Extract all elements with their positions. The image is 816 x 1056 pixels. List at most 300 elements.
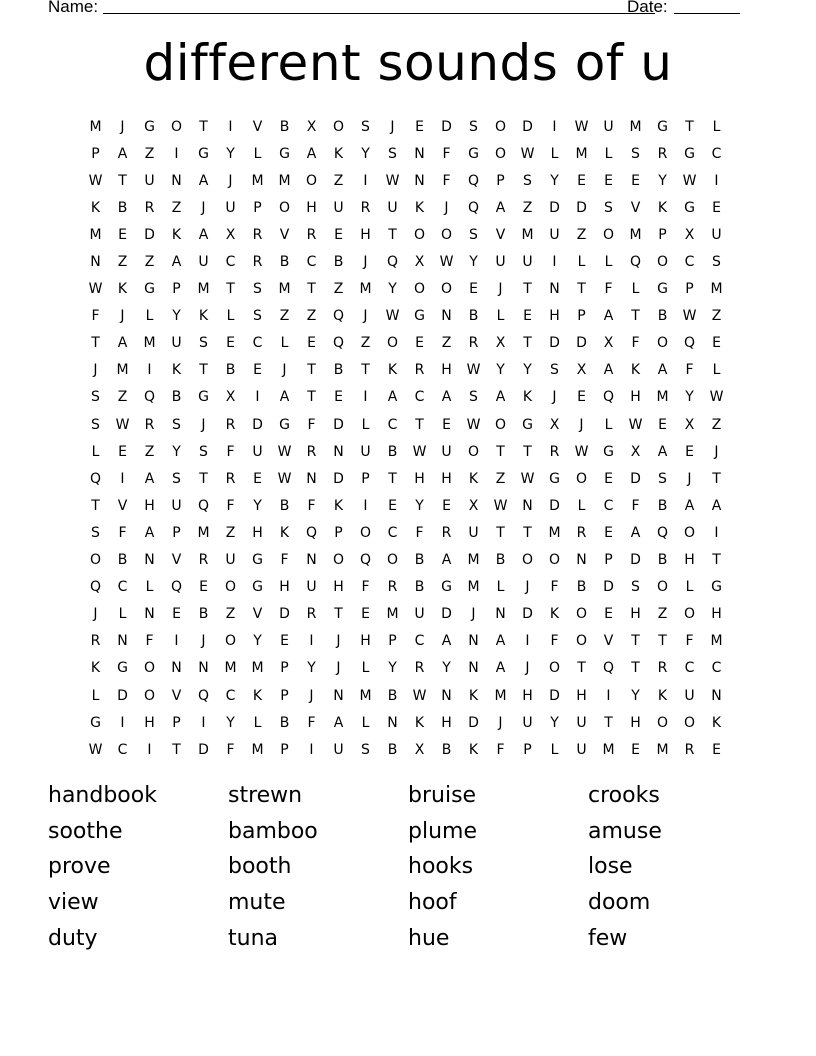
grid-letter: I xyxy=(120,714,125,731)
grid-letter: W xyxy=(709,389,724,406)
grid-letter: M xyxy=(710,633,723,650)
grid-letter: A xyxy=(198,226,209,243)
grid-letter: G xyxy=(252,579,263,596)
grid-letter: M xyxy=(467,579,480,596)
grid-letter: P xyxy=(172,524,181,541)
grid-letter: B xyxy=(279,118,290,135)
grid-letter: W xyxy=(466,362,481,379)
grid-letter: C xyxy=(252,335,263,352)
grid-letter: J xyxy=(363,254,368,271)
grid-letter: T xyxy=(334,606,343,623)
grid-letter: G xyxy=(117,660,128,677)
grid-letter: R xyxy=(414,660,425,677)
grid-letter: P xyxy=(496,172,505,189)
grid-letter: M xyxy=(89,226,102,243)
grid-letter: W xyxy=(439,254,454,271)
grid-letter: I xyxy=(363,172,368,189)
grid-letter: S xyxy=(253,281,262,298)
grid-letter: A xyxy=(279,389,290,406)
word-list-item: few xyxy=(588,925,628,951)
grid-letter: G xyxy=(252,552,263,569)
grid-letter: J xyxy=(552,389,557,406)
grid-letter: R xyxy=(360,199,371,216)
grid-letter: S xyxy=(91,416,100,433)
grid-letter: W xyxy=(466,416,481,433)
grid-letter: L xyxy=(577,497,586,514)
grid-letter: E xyxy=(577,389,586,406)
grid-letter: X xyxy=(603,335,614,352)
grid-letter: D xyxy=(549,687,560,704)
grid-letter: O xyxy=(224,579,237,596)
grid-letter: G xyxy=(279,416,290,433)
grid-letter: B xyxy=(387,443,398,460)
grid-letter: D xyxy=(252,416,263,433)
grid-letter: J xyxy=(93,606,98,623)
grid-letter: C xyxy=(711,660,722,677)
grid-letter: Q xyxy=(332,335,345,352)
grid-letter: L xyxy=(712,118,721,135)
grid-letter: Y xyxy=(172,443,181,460)
grid-letter: A xyxy=(198,172,209,189)
grid-letter: M xyxy=(278,281,291,298)
grid-letter: U xyxy=(171,497,182,514)
grid-letter: X xyxy=(306,118,317,135)
grid-letter: P xyxy=(280,660,289,677)
grid-letter: K xyxy=(171,362,182,379)
grid-letter: O xyxy=(683,524,696,541)
grid-letter: F xyxy=(280,552,289,569)
grid-letter: Q xyxy=(467,172,480,189)
grid-letter: J xyxy=(336,660,341,677)
grid-letter: E xyxy=(280,633,289,650)
grid-letter: A xyxy=(495,199,506,216)
grid-letter: L xyxy=(145,308,154,325)
grid-letter: I xyxy=(714,524,719,541)
grid-letter: W xyxy=(520,470,535,487)
grid-letter: N xyxy=(468,633,479,650)
grid-letter: N xyxy=(441,687,452,704)
grid-letter: P xyxy=(280,687,289,704)
grid-letter: U xyxy=(684,687,695,704)
grid-letter: F xyxy=(442,145,451,162)
grid-letter: D xyxy=(576,199,587,216)
grid-letter: H xyxy=(711,606,722,623)
grid-letter: W xyxy=(277,470,292,487)
grid-letter: G xyxy=(711,579,722,596)
grid-letter: M xyxy=(602,741,615,758)
grid-letter: G xyxy=(522,416,533,433)
grid-letter: F xyxy=(442,172,451,189)
grid-letter: E xyxy=(442,497,451,514)
grid-letter: U xyxy=(441,443,452,460)
grid-letter: F xyxy=(145,633,154,650)
grid-letter: E xyxy=(253,470,262,487)
grid-letter: T xyxy=(415,416,424,433)
grid-letter: L xyxy=(712,362,721,379)
grid-letter: C xyxy=(117,741,128,758)
grid-letter: I xyxy=(201,714,206,731)
grid-letter: T xyxy=(199,470,208,487)
grid-letter: N xyxy=(333,443,344,460)
grid-letter: T xyxy=(577,660,586,677)
grid-letter: W xyxy=(385,308,400,325)
grid-letter: U xyxy=(468,524,479,541)
grid-letter: U xyxy=(495,254,506,271)
grid-letter: G xyxy=(198,389,209,406)
grid-letter: S xyxy=(361,118,370,135)
grid-letter: V xyxy=(171,552,182,569)
grid-letter: A xyxy=(171,254,182,271)
grid-letter: H xyxy=(522,687,533,704)
grid-letter: C xyxy=(225,254,236,271)
grid-letter: E xyxy=(172,606,181,623)
grid-letter: J xyxy=(282,362,287,379)
grid-letter: W xyxy=(88,741,103,758)
word-list-item: bamboo xyxy=(228,818,318,844)
grid-letter: O xyxy=(440,226,453,243)
grid-letter: A xyxy=(657,443,668,460)
grid-letter: Y xyxy=(253,497,262,514)
grid-letter: S xyxy=(172,416,181,433)
grid-letter: J xyxy=(363,308,368,325)
grid-letter: B xyxy=(468,308,479,325)
grid-letter: V xyxy=(279,226,290,243)
grid-letter: O xyxy=(332,552,345,569)
grid-letter: W xyxy=(682,308,697,325)
grid-letter: D xyxy=(630,470,641,487)
grid-letter: N xyxy=(144,606,155,623)
word-list-item: crooks xyxy=(588,783,660,808)
grid-letter: L xyxy=(550,145,559,162)
grid-letter: R xyxy=(90,633,101,650)
grid-letter: Z xyxy=(333,172,344,189)
grid-letter: A xyxy=(441,633,452,650)
grid-letter: A xyxy=(603,362,614,379)
grid-letter: O xyxy=(143,660,156,677)
grid-letter: R xyxy=(144,199,155,216)
grid-letter: F xyxy=(604,281,613,298)
grid-letter: C xyxy=(387,524,398,541)
grid-letter: W xyxy=(520,145,535,162)
word-list-item: hue xyxy=(408,925,450,951)
grid-letter: H xyxy=(414,470,425,487)
grid-letter: L xyxy=(361,660,370,677)
grid-letter: W xyxy=(88,172,103,189)
grid-letter: E xyxy=(442,416,451,433)
grid-letter: N xyxy=(441,308,452,325)
grid-letter: R xyxy=(684,741,695,758)
grid-letter: I xyxy=(714,172,719,189)
grid-letter: Q xyxy=(89,579,102,596)
grid-letter: J xyxy=(336,633,341,650)
grid-letter: G xyxy=(198,145,209,162)
grid-letter: K xyxy=(414,199,425,216)
grid-letter: Z xyxy=(711,308,722,325)
grid-letter: F xyxy=(685,633,694,650)
grid-letter: P xyxy=(685,281,694,298)
grid-letter: Y xyxy=(550,714,559,731)
grid-letter: O xyxy=(467,443,480,460)
grid-letter: O xyxy=(548,660,561,677)
grid-letter: G xyxy=(441,579,452,596)
grid-letter: O xyxy=(224,633,237,650)
grid-letter: E xyxy=(712,335,721,352)
grid-letter: P xyxy=(388,633,397,650)
grid-letter: F xyxy=(685,362,694,379)
grid-letter: L xyxy=(253,714,262,731)
grid-letter: K xyxy=(549,606,560,623)
grid-letter: O xyxy=(656,579,669,596)
grid-letter: G xyxy=(603,443,614,460)
grid-letter: K xyxy=(387,362,398,379)
grid-letter: U xyxy=(522,254,533,271)
grid-letter: W xyxy=(628,416,643,433)
grid-letter: E xyxy=(604,606,613,623)
grid-letter: I xyxy=(147,362,152,379)
word-list-item: amuse xyxy=(588,818,662,844)
page-title: different sounds of u xyxy=(143,34,673,92)
grid-letter: T xyxy=(388,470,397,487)
grid-letter: V xyxy=(495,226,506,243)
grid-letter: S xyxy=(631,579,640,596)
grid-letter: Z xyxy=(495,470,506,487)
grid-letter: L xyxy=(91,687,100,704)
grid-letter: S xyxy=(469,226,478,243)
grid-letter: D xyxy=(603,579,614,596)
grid-letter: T xyxy=(523,281,532,298)
grid-letter: T xyxy=(91,335,100,352)
grid-letter: O xyxy=(683,714,696,731)
grid-letter: B xyxy=(414,579,425,596)
grid-letter: J xyxy=(579,416,584,433)
grid-letter: N xyxy=(117,633,128,650)
grid-letter: E xyxy=(118,226,127,243)
grid-letter: T xyxy=(91,497,100,514)
grid-letter: G xyxy=(144,281,155,298)
grid-letter: U xyxy=(711,226,722,243)
word-list-item: plume xyxy=(408,818,477,844)
grid-letter: X xyxy=(549,416,560,433)
grid-letter: M xyxy=(521,226,534,243)
grid-letter: H xyxy=(441,714,452,731)
grid-letter: Y xyxy=(388,660,397,677)
name-label: Name: xyxy=(48,0,99,16)
grid-letter: E xyxy=(199,579,208,596)
grid-letter: N xyxy=(711,687,722,704)
grid-letter: O xyxy=(89,552,102,569)
word-list-item: tuna xyxy=(228,925,278,951)
grid-letter: U xyxy=(414,606,425,623)
grid-letter: R xyxy=(414,362,425,379)
grid-letter: R xyxy=(306,606,317,623)
grid-letter: A xyxy=(117,335,128,352)
grid-letter: B xyxy=(657,552,668,569)
grid-letter: L xyxy=(604,416,613,433)
grid-letter: M xyxy=(251,660,264,677)
word-list-item: view xyxy=(48,890,99,916)
grid-letter: N xyxy=(333,687,344,704)
grid-letter: E xyxy=(226,335,235,352)
grid-letter: Q xyxy=(170,579,183,596)
grid-letter: J xyxy=(525,579,530,596)
grid-letter: L xyxy=(496,308,505,325)
grid-letter: Z xyxy=(144,145,155,162)
grid-letter: R xyxy=(576,524,587,541)
grid-letter: Y xyxy=(307,660,316,677)
grid-letter: O xyxy=(575,606,588,623)
grid-letter: H xyxy=(576,687,587,704)
grid-letter: O xyxy=(494,416,507,433)
grid-letter: T xyxy=(388,226,397,243)
grid-letter: I xyxy=(174,633,179,650)
grid-letter: E xyxy=(631,741,640,758)
grid-letter: M xyxy=(629,118,642,135)
grid-letter: M xyxy=(710,281,723,298)
grid-letter: D xyxy=(522,118,533,135)
grid-letter: Y xyxy=(496,362,505,379)
grid-letter: M xyxy=(467,552,480,569)
grid-letter: O xyxy=(656,335,669,352)
grid-letter: B xyxy=(117,552,128,569)
grid-letter: E xyxy=(604,524,613,541)
grid-letter: B xyxy=(279,497,290,514)
grid-letter: I xyxy=(255,389,260,406)
grid-letter: T xyxy=(631,308,640,325)
grid-letter: X xyxy=(414,254,425,271)
grid-letter: A xyxy=(144,524,155,541)
worksheet-header xyxy=(48,0,748,21)
grid-letter: T xyxy=(658,633,667,650)
grid-letter: T xyxy=(712,552,721,569)
grid-letter: B xyxy=(387,687,398,704)
grid-letter: P xyxy=(91,145,100,162)
grid-letter: Z xyxy=(441,335,452,352)
grid-letter: L xyxy=(604,145,613,162)
grid-letter: Q xyxy=(656,524,669,541)
grid-letter: Z xyxy=(117,389,128,406)
grid-letter: J xyxy=(525,660,530,677)
grid-letter: E xyxy=(604,470,613,487)
grid-letter: N xyxy=(495,606,506,623)
grid-letter: S xyxy=(631,145,640,162)
grid-letter: P xyxy=(172,714,181,731)
grid-letter: B xyxy=(117,199,128,216)
grid-letter: Z xyxy=(657,606,668,623)
grid-letter: E xyxy=(334,226,343,243)
grid-letter: A xyxy=(117,145,128,162)
grid-letter: H xyxy=(144,497,155,514)
grid-letter: V xyxy=(117,497,128,514)
grid-letter: N xyxy=(414,145,425,162)
grid-letter: W xyxy=(493,497,508,514)
grid-letter: O xyxy=(575,633,588,650)
grid-letter: S xyxy=(91,389,100,406)
grid-letter: Z xyxy=(144,254,155,271)
grid-letter: M xyxy=(656,741,669,758)
grid-letter: C xyxy=(387,416,398,433)
grid-letter: S xyxy=(604,199,613,216)
grid-letter: D xyxy=(441,118,452,135)
grid-letter: I xyxy=(174,145,179,162)
grid-letter: O xyxy=(494,145,507,162)
grid-letter: X xyxy=(630,443,641,460)
grid-letter: D xyxy=(144,226,155,243)
grid-letter: P xyxy=(280,741,289,758)
grid-letter: J xyxy=(714,443,719,460)
grid-letter: E xyxy=(658,416,667,433)
word-list-item: mute xyxy=(228,890,286,916)
grid-letter: S xyxy=(172,470,181,487)
grid-letter: Y xyxy=(658,172,667,189)
grid-letter: S xyxy=(712,254,721,271)
grid-letter: H xyxy=(306,199,317,216)
grid-letter: O xyxy=(683,606,696,623)
grid-letter: B xyxy=(576,579,587,596)
grid-letter: B xyxy=(333,362,344,379)
grid-letter: K xyxy=(630,362,641,379)
grid-letter: R xyxy=(657,660,668,677)
grid-letter: U xyxy=(333,199,344,216)
grid-letter: A xyxy=(603,308,614,325)
grid-letter: W xyxy=(574,118,589,135)
grid-letter: I xyxy=(147,741,152,758)
grid-letter: Z xyxy=(171,199,182,216)
grid-letter: U xyxy=(576,741,587,758)
grid-letter: T xyxy=(577,281,586,298)
grid-letter: H xyxy=(360,633,371,650)
grid-letter: L xyxy=(631,281,640,298)
grid-letter: P xyxy=(523,741,532,758)
grid-letter: T xyxy=(685,118,694,135)
grid-letter: N xyxy=(387,714,398,731)
grid-letter: M xyxy=(548,524,561,541)
grid-letter: U xyxy=(549,226,560,243)
grid-letter: Y xyxy=(469,254,478,271)
grid-letter: E xyxy=(307,335,316,352)
date-label: Date: xyxy=(627,0,668,16)
grid-letter: A xyxy=(684,497,695,514)
grid-letter: J xyxy=(309,687,314,704)
grid-letter: B xyxy=(441,741,452,758)
grid-letter: F xyxy=(631,497,640,514)
grid-letter: U xyxy=(387,199,398,216)
grid-letter: Y xyxy=(388,281,397,298)
grid-letter: R xyxy=(306,226,317,243)
grid-letter: M xyxy=(656,389,669,406)
grid-letter: M xyxy=(575,145,588,162)
grid-letter: N xyxy=(306,470,317,487)
grid-letter: O xyxy=(575,470,588,487)
grid-letter: Q xyxy=(332,308,345,325)
grid-letter: H xyxy=(630,389,641,406)
word-list-item: prove xyxy=(48,854,111,880)
grid-letter: I xyxy=(552,118,557,135)
grid-letter: V xyxy=(252,118,263,135)
grid-letter: H xyxy=(279,579,290,596)
grid-letter: L xyxy=(91,443,100,460)
grid-letter: J xyxy=(687,470,692,487)
grid-letter: Y xyxy=(685,389,694,406)
grid-letter: D xyxy=(117,687,128,704)
grid-letter: Q xyxy=(467,199,480,216)
grid-letter: Y xyxy=(226,714,235,731)
grid-letter: N xyxy=(414,172,425,189)
grid-letter: F xyxy=(118,524,127,541)
grid-letter: L xyxy=(145,579,154,596)
grid-letter: J xyxy=(93,362,98,379)
grid-letter: J xyxy=(498,714,503,731)
grid-letter: Z xyxy=(576,226,587,243)
